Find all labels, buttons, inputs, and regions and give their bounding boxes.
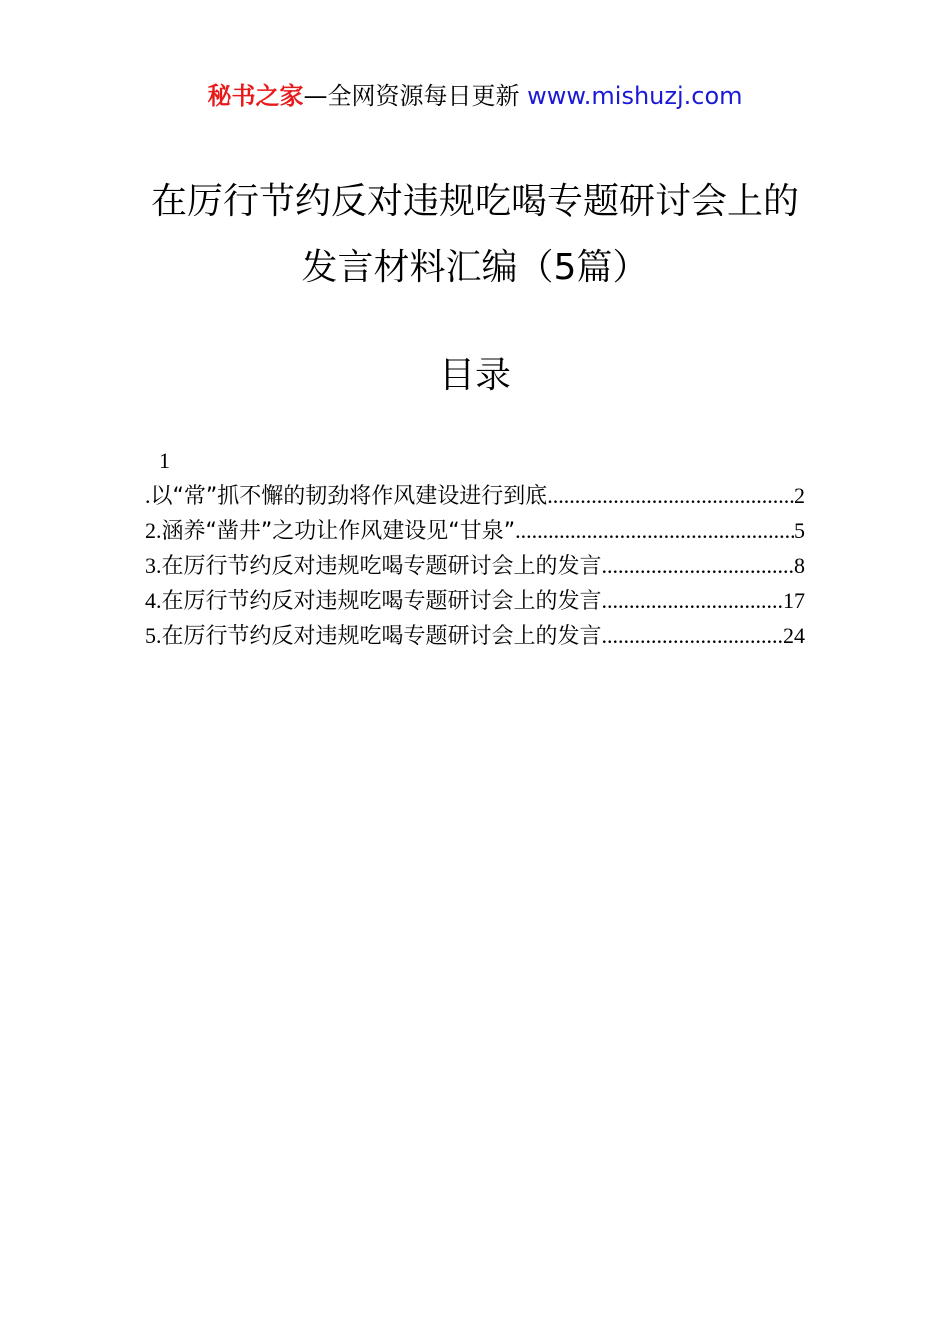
toc-entry-4[interactable] bbox=[145, 583, 805, 618]
toc-entry-text: 涵养“凿井”之功让作风建设见“甘泉” bbox=[161, 519, 516, 544]
brand-name: 秘书之家 bbox=[207, 82, 304, 110]
toc-leader-dots bbox=[602, 618, 783, 653]
toc-entry-text: 在厉行节约反对违规吃喝专题研讨会上的发言 bbox=[161, 589, 602, 614]
toc-page-number: 17 bbox=[783, 588, 805, 613]
toc-page-number: 5 bbox=[794, 518, 805, 543]
toc-entry-3[interactable] bbox=[145, 548, 805, 583]
toc-entry-prefix: 5. bbox=[145, 623, 162, 648]
site-url-link[interactable]: www.mishuzj.com bbox=[527, 82, 743, 110]
document-title-line-1: 在厉行节约反对违规吃喝专题研讨会上的 bbox=[150, 181, 799, 222]
toc-entry-text: 以“常”抓不懈的韧劲将作风建设进行到底 bbox=[150, 484, 548, 509]
toc-entry-prefix: 4. bbox=[145, 588, 162, 613]
toc-first-number: 1 bbox=[159, 448, 170, 473]
document-title-line-2: 发言材料汇编（5篇） bbox=[301, 247, 649, 288]
toc-entry-prefix: 2. bbox=[145, 518, 162, 543]
toc-entry-prefix: 3. bbox=[145, 553, 162, 578]
table-of-contents bbox=[145, 444, 805, 653]
toc-leader-dots bbox=[602, 548, 794, 583]
site-banner bbox=[0, 80, 950, 112]
toc-entry-5[interactable] bbox=[145, 618, 805, 653]
banner-tagline: —全网资源每日更新 bbox=[303, 82, 520, 110]
toc-entry-2[interactable] bbox=[145, 513, 805, 548]
toc-entry-prefix: . bbox=[145, 483, 151, 508]
toc-page-number: 2 bbox=[794, 483, 805, 508]
toc-leader-dots bbox=[547, 478, 794, 513]
toc-page-number: 8 bbox=[794, 553, 805, 578]
toc-page-number: 24 bbox=[783, 623, 805, 648]
toc-leader-dots bbox=[602, 583, 783, 618]
toc-entry-text: 在厉行节约反对违规吃喝专题研讨会上的发言 bbox=[161, 554, 602, 579]
toc-entry-text: 在厉行节约反对违规吃喝专题研讨会上的发言 bbox=[161, 624, 602, 649]
toc-heading: 目录 bbox=[438, 355, 511, 396]
toc-leader-dots bbox=[515, 513, 794, 548]
toc-entry-1[interactable] bbox=[145, 478, 805, 513]
